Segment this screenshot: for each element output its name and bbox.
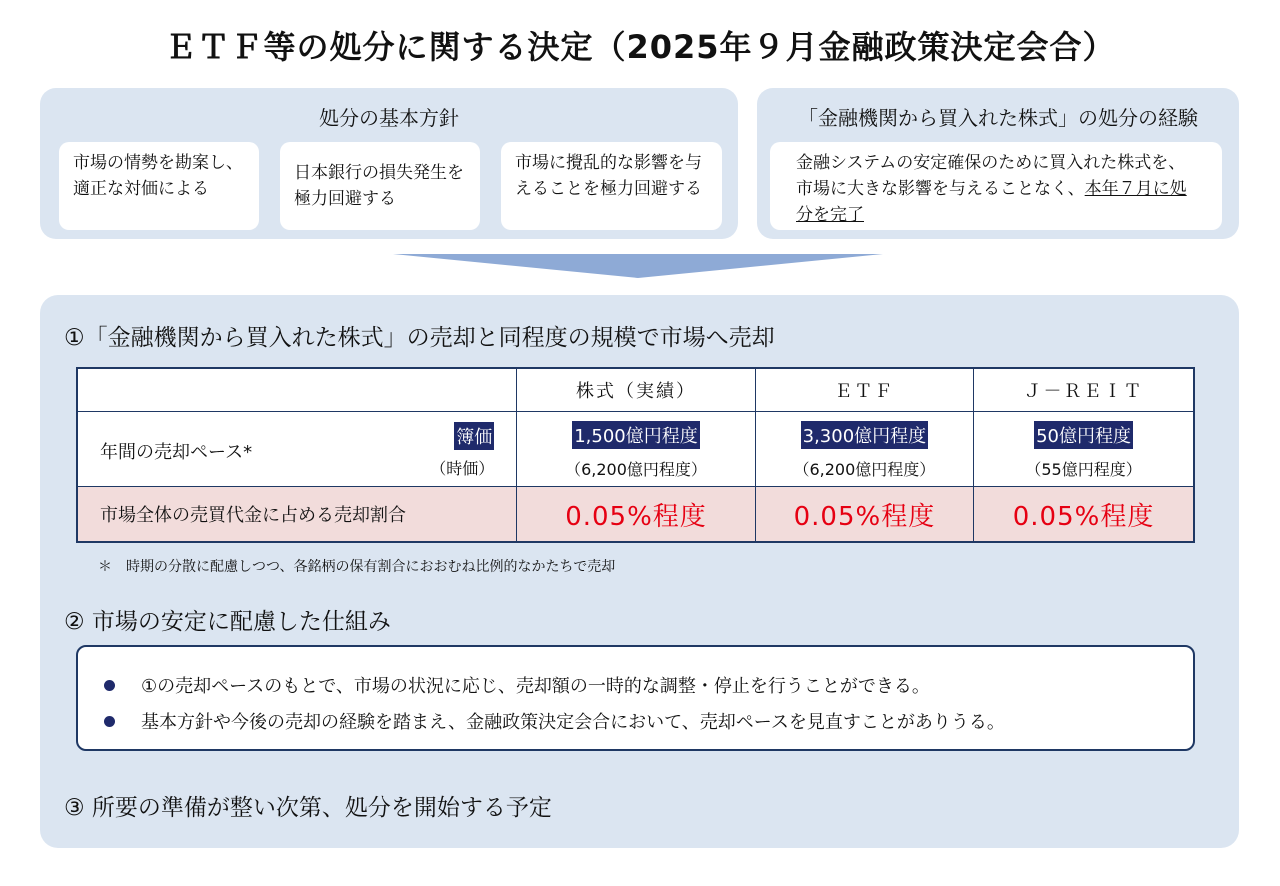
list-item (104, 667, 1193, 703)
basic-policy-heading: 処分の基本方針 (319, 106, 459, 130)
pace-market-jreit: （55億円程度） (1025, 459, 1142, 479)
bullet-text: 基本方針や今後の売却の経験を踏まえ、金融政策決定会合において、売却ペースを見直すことがありうる。 (141, 712, 1005, 733)
experience-text: 金融システムの安定確保のために買入れた株式を、市場に大きな影響を与えることなく、 (796, 153, 1186, 199)
book-value-label: 簿価 (454, 422, 494, 450)
table-header-row (77, 368, 1194, 412)
pace-label-cell (77, 412, 517, 487)
list-item (104, 703, 1193, 739)
policy-card-fair-price: 市場の情勢を勘案し、適正な対価による (59, 142, 259, 230)
table-row (77, 487, 1194, 543)
sale-pace-table (76, 367, 1195, 543)
table-corner-cell (77, 368, 517, 412)
pace-book-jreit: 50億円程度 (1034, 421, 1133, 449)
stability-mechanism-box (76, 645, 1195, 751)
share-value-stocks: 0.05%程度 (517, 487, 755, 543)
pace-cell-stocks (517, 412, 755, 487)
policy-card-avoid-loss (280, 142, 480, 230)
share-value-etf: 0.05%程度 (755, 487, 973, 543)
section3-heading: ③ 所要の準備が整い次第、処分を開始する予定 (64, 795, 552, 821)
bullet-icon (104, 680, 115, 691)
policy-card-avoid-disruption: 市場に攪乱的な影響を与えることを極力回避する (501, 142, 722, 230)
experience-card (770, 142, 1222, 230)
section2-heading: ② 市場の安定に配慮した仕組み (64, 609, 391, 635)
market-value-label: （時価） (430, 459, 495, 478)
policy-card-avoid-loss-text: 日本銀行の損失発生を極力回避する (294, 163, 464, 209)
basic-policy-panel (40, 88, 738, 239)
experience-heading: 「金融機関から買入れた株式」の処分の経験 (798, 106, 1198, 130)
pace-market-etf: （6,200億円程度） (793, 459, 936, 479)
footnote: ＊ 時期の分散に配慮しつつ、各銘柄の保有割合におおむね比例的なかたちで売却 (98, 559, 616, 575)
experience-completed: 本年７月に処分を完了 (796, 179, 1187, 225)
column-header-etf: ＥＴＦ (755, 368, 973, 412)
experience-panel (757, 88, 1239, 239)
column-header-jreit: Ｊ－ＲＥＩＴ (974, 368, 1194, 412)
pace-label: 年間の売却ペース* (100, 442, 253, 463)
pace-book-stocks: 1,500億円程度 (572, 421, 700, 449)
down-arrow-icon (393, 254, 883, 278)
bullet-icon (104, 716, 115, 727)
page-title: ＥＴＦ等の処分に関する決定（2025年９月金融政策決定会合） (164, 28, 1116, 66)
section1-heading: ①「金融機関から買入れた株式」の売却と同程度の規模で市場へ売却 (64, 325, 775, 351)
share-value-jreit: 0.05%程度 (974, 487, 1194, 543)
table-row (77, 412, 1194, 487)
decision-panel (40, 295, 1239, 848)
pace-cell-jreit (974, 412, 1194, 487)
pace-cell-etf (755, 412, 973, 487)
pace-book-etf: 3,300億円程度 (801, 421, 929, 449)
share-label: 市場全体の売買代金に占める売却割合 (77, 487, 517, 543)
column-header-stocks: 株式（実績） (517, 368, 755, 412)
bullet-text: ①の売却ペースのもとで、市場の状況に応じ、売却額の一時的な調整・停止を行うことができる。 (141, 676, 930, 697)
pace-market-stocks: （6,200億円程度） (565, 459, 707, 479)
